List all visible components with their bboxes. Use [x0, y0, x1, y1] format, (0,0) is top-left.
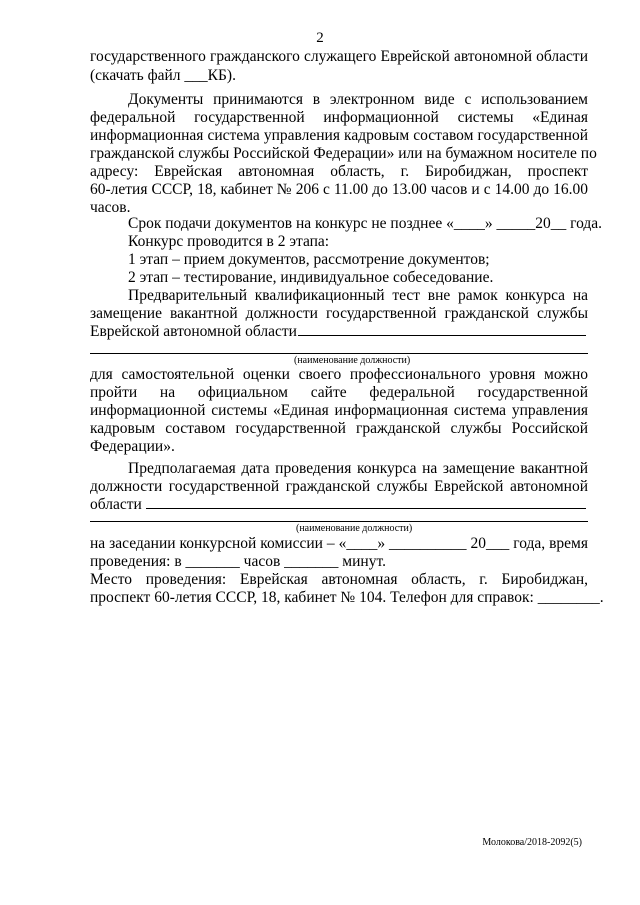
text-line: федеральной государственной информационной системы «Единая [90, 109, 588, 126]
text-line: проспект 60-летия СССР, 18, кабинет № 104. Телефон для справок: ________. [90, 589, 604, 606]
page-number: 2 [316, 30, 324, 46]
text-line: 2 этап – тестирование, индивидуальное собеседование. [128, 269, 494, 286]
fill-in-line [90, 353, 588, 354]
text-line: 60-летия СССР, 18, кабинет № 206 с 11.00 до 13.00 часов и с 14.00 до 16.00 [90, 181, 588, 198]
text-line: информационной системы «Единая информационная система управления [90, 402, 588, 419]
fill-in-line [90, 521, 588, 522]
text-line: (скачать файл ___КБ). [90, 67, 236, 84]
text-line: Конкурс проводится в 2 этапа: [128, 233, 330, 250]
text-line: Срок подачи документов на конкурс не позднее «____» _____20__ года. [128, 215, 603, 232]
text-line: на заседании конкурсной комиссии – «____» __________ 20___ года, время [90, 535, 588, 552]
text-line: пройти на официальном сайте федеральной государственной [90, 384, 588, 401]
text-line: замещение вакантной должности государственной гражданской службы [90, 305, 588, 322]
text-line: Предварительный квалификационный тест вне рамок конкурса на [128, 287, 588, 304]
text-line: Федерации». [90, 438, 175, 455]
text-line: Предполагаемая дата проведения конкурса на замещение вакантной [128, 460, 588, 477]
fill-in-line [298, 335, 586, 336]
text-line: гражданской службы Российской Федерации» или на бумажном носителе по [90, 145, 597, 162]
text-line: 1 этап – прием документов, рассмотрение документов; [128, 251, 490, 268]
text-line: должности государственной гражданской службы Еврейской автономной [90, 478, 588, 495]
fill-in-line [146, 508, 586, 509]
document-reference: Молокова/2018-2092(5) [482, 837, 582, 848]
text-line: государственного гражданского служащего Еврейской автономной области [90, 48, 588, 65]
field-caption: (наименование должности) [296, 523, 413, 534]
text-line: адресу: Еврейская автономная область, г. Биробиджан, проспект [90, 163, 588, 180]
text-line: Место проведения: Еврейская автономная область, г. Биробиджан, [90, 571, 588, 588]
text-line: проведения: в _______ часов _______ минут. [90, 553, 386, 570]
text-line: для самостоятельной оценки своего профессионального уровня можно [90, 366, 588, 383]
text-line: Документы принимаются в электронном виде с использованием [128, 91, 588, 108]
text-line: кадровым составом государственной гражданской службы Российской [90, 420, 588, 437]
text-line: области [90, 496, 142, 513]
text-line: Еврейской автономной области [90, 323, 297, 340]
field-caption: (наименование должности) [294, 355, 411, 366]
text-line: информационная система управления кадровым составом государственной [90, 127, 588, 144]
text-line: часов. [90, 199, 131, 216]
